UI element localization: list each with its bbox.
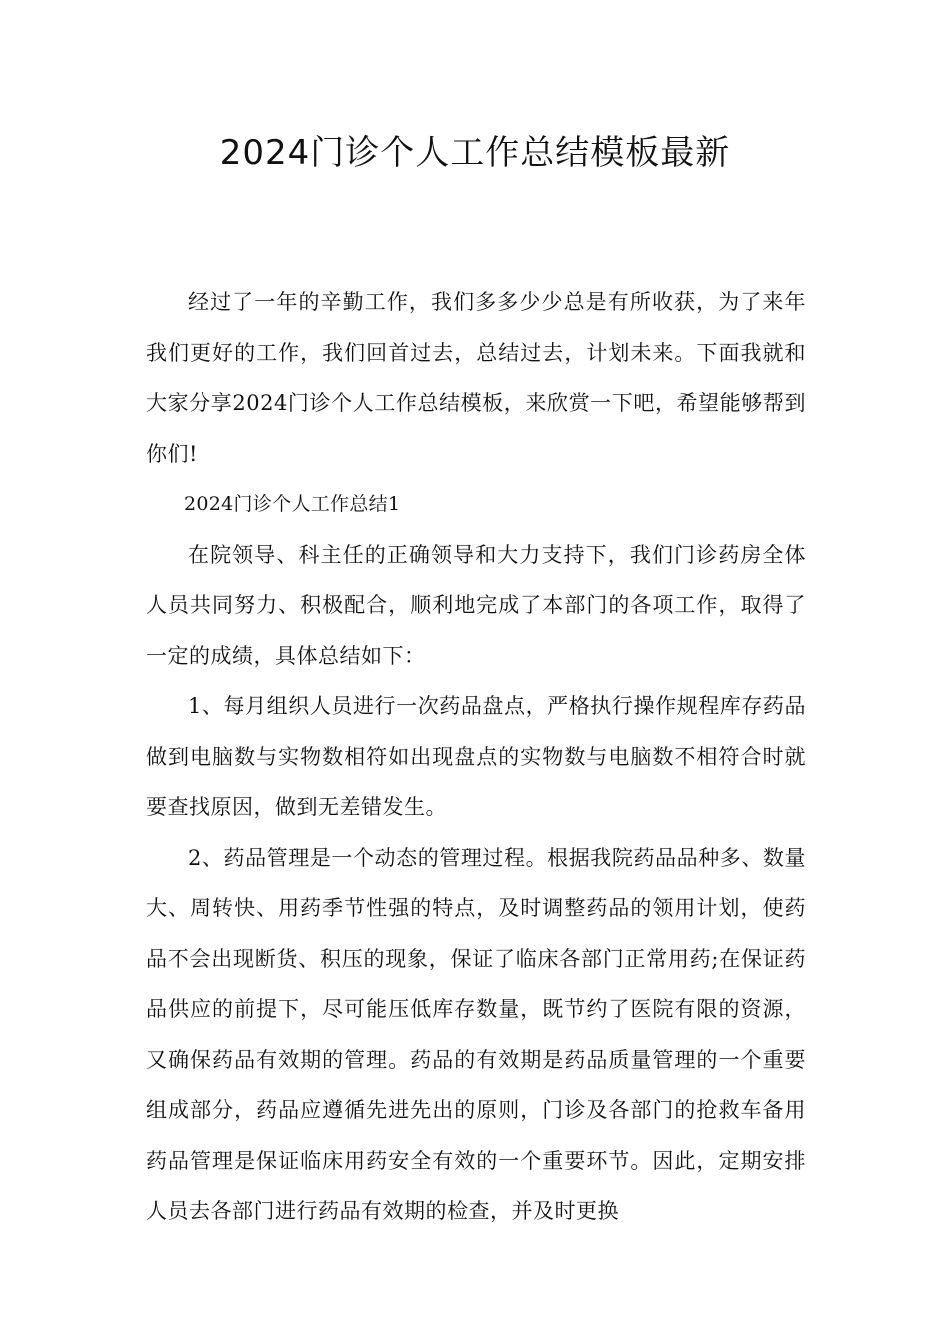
- document-body: [146, 277, 806, 1237]
- summary-intro-paragraph: 在院领导、科主任的正确领导和大力支持下，我们门诊药房全体人员共同努力、积极配合，顺利地完成了本部门的各项工作，取得了一定的成绩，具体总结如下：: [146, 542, 806, 668]
- item-2-paragraph: 2、药品管理是一个动态的管理过程。根据我院药品品种多、数量大、周转快、用药季节性强的特点，及时调整药品的领用计划，使药品不会出现断货、积压的现象，保证了临床各部门正常用药;在保证药品供应的前提下，尽可能压低库存数量，既节约了医院有限的资源，又确保药品有效期的管理。药品的有效期是药品质量管理的一个重要组成部分，药品应遵循先进先出的原则，门诊及各部门的抢救车备用药品管理是保证临床用药安全有效的一个重要环节。因此，定期安排人员去各部门进行药品有效期的检查，并及时更换: [146, 845, 806, 1223]
- intro-paragraph: 经过了一年的辛勤工作，我们多多少少总是有所收获，为了来年我们更好的工作，我们回首过去，总结过去，计划未来。下面我就和大家分享2024门诊个人工作总结模板，来欣赏一下吧，希望能够帮到你们!: [146, 290, 806, 466]
- section-heading: 2024门诊个人工作总结1: [184, 493, 401, 515]
- document-title: 2024门诊个人工作总结模板最新: [219, 133, 731, 173]
- item-1-paragraph: 1、每月组织人员进行一次药品盘点，严格执行操作规程库存药品做到电脑数与实物数相符如出现盘点的实物数与电脑数不相符合时就要查找原因，做到无差错发生。: [146, 694, 806, 819]
